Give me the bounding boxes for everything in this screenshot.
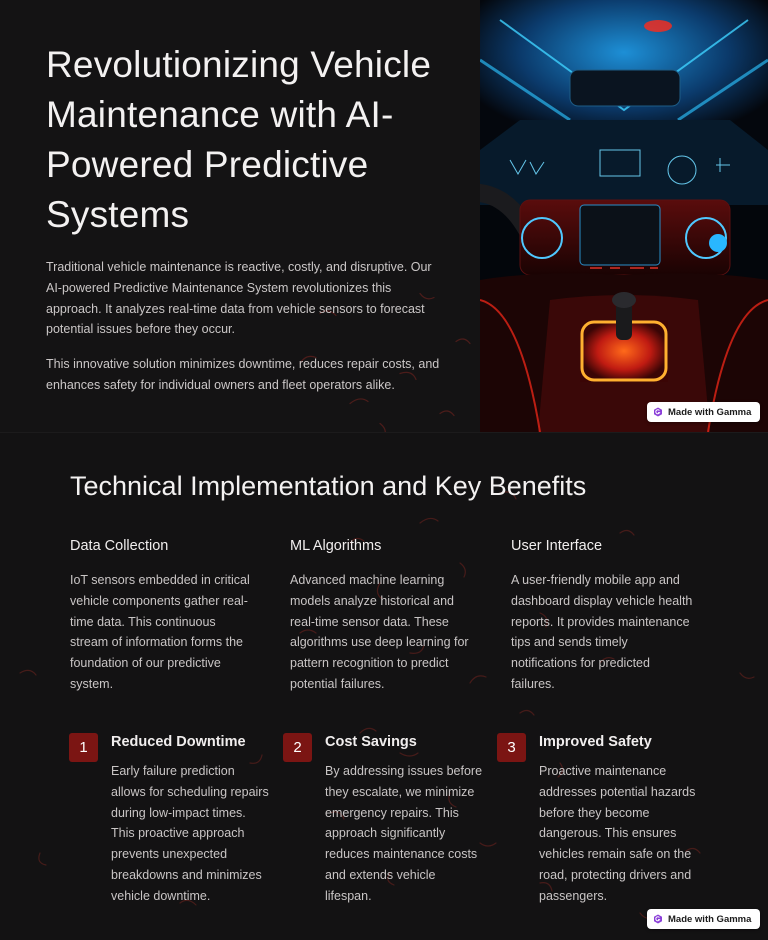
benefit-number-badge: 2	[283, 733, 312, 762]
made-with-gamma-badge[interactable]	[647, 402, 760, 422]
summary-paragraph: This innovative solution minimizes downtime, reduces repair costs, and enhances safety for individual owners and fleet operators alike.	[46, 357, 440, 392]
benefit-body: Early failure prediction allows for scheduling repairs during low-impact times. This proactive approach prevents unexpected breakdowns and minimizes vehicle downtime.	[111, 764, 269, 903]
section-title: Technical Implementation and Key Benefits	[70, 471, 587, 501]
column-data-collection	[70, 538, 256, 695]
slide-implementation	[0, 432, 768, 940]
column-body: Advanced machine learning models analyze historical and real-time sensor data. These algorithms use deep learning for pattern recognition to predict potential failures.	[290, 573, 469, 691]
badge-label: Made with Gamma	[668, 406, 752, 418]
gamma-logo-icon	[653, 407, 663, 417]
car-dashboard-image	[480, 0, 768, 432]
benefit-body: Proactive maintenance addresses potential hazards before they become dangerous. This ensures vehicles remain safe on the road, protecting drivers and passengers.	[539, 764, 696, 903]
column-ml-algorithms	[290, 538, 476, 695]
intro-paragraph: Traditional vehicle maintenance is reactive, costly, and disruptive. Our AI-powered Predictive Maintenance System revolutionizes this approach. It analyzes real-time data from vehicle sensors to forecast potential issues before they occur.	[46, 260, 432, 337]
hero-title-block	[46, 40, 446, 240]
column-heading: User Interface	[511, 538, 603, 554]
benefit-heading: Reduced Downtime	[111, 734, 246, 750]
column-user-interface	[511, 538, 697, 695]
gamma-logo-icon	[653, 914, 663, 924]
column-body: IoT sensors embedded in critical vehicle components gather real-time data. This continuous stream of information forms the foundation of our predictive system.	[70, 573, 250, 691]
column-body: A user-friendly mobile app and dashboard display vehicle health reports. It provides maintenance tips and sends timely notifications for predicted failures.	[511, 573, 693, 691]
benefit-heading: Cost Savings	[325, 734, 417, 750]
benefit-heading: Improved Safety	[539, 734, 652, 750]
made-with-gamma-badge[interactable]	[647, 909, 760, 929]
hero-title: Revolutionizing Vehicle Maintenance with AI-Powered Predictive Systems	[46, 44, 432, 235]
column-heading: Data Collection	[70, 538, 169, 554]
slide-intro	[0, 0, 768, 432]
badge-label: Made with Gamma	[668, 913, 752, 925]
benefit-number-badge: 3	[497, 733, 526, 762]
column-heading: ML Algorithms	[290, 538, 382, 554]
benefit-body: By addressing issues before they escalate, we minimize emergency repairs. This approach significantly reduces maintenance costs and extends vehicle lifespan.	[325, 764, 483, 903]
benefit-number-badge: 1	[69, 733, 98, 762]
